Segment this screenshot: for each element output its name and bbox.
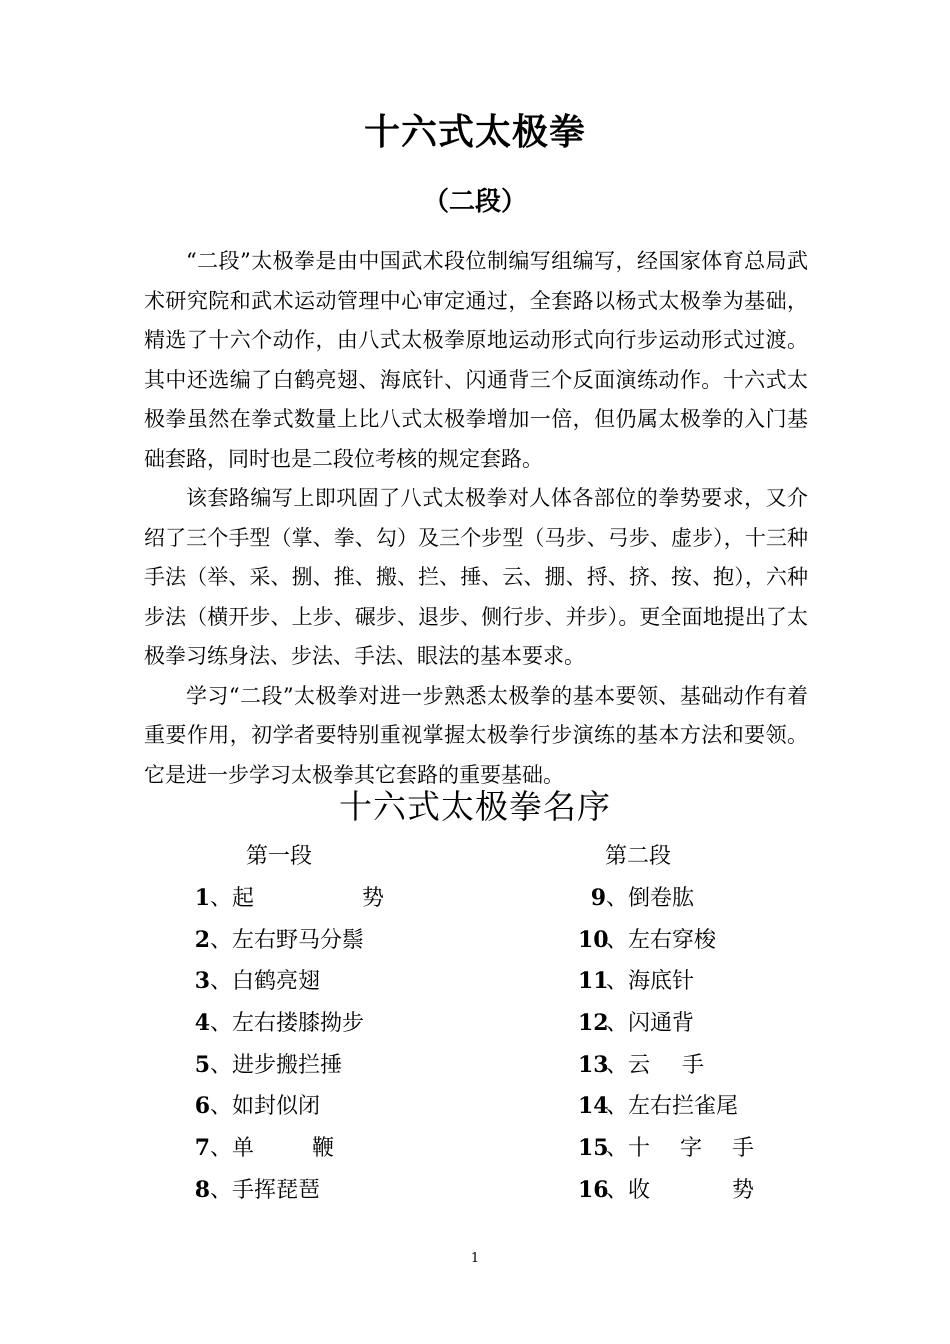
section-one-heading: 第一段	[246, 844, 313, 869]
item-name: 云 手	[628, 1052, 705, 1078]
item-number: 13	[578, 1051, 609, 1078]
item-separator: 、	[606, 1011, 629, 1037]
paragraph: “二段”太极拳是由中国武术段位制编写组编写，经国家体育总局武术研究院和武术运动管理中心审定通过，全套路以杨式太极拳为基础，精选了十六个动作，由八式太极拳原地运动形式向行步运动形式过渡。其中还选编了白鹤亮翅、海底针、闪通背三个反面演练动作。十六式太极拳虽然在拳式数量上比八式太极拳增加一倍，但仍属太极拳的入门基础套路，同时也是二段位考核的规定套路。	[144, 249, 808, 471]
item-number: 15	[578, 1135, 609, 1162]
item-separator: 、	[210, 1136, 233, 1162]
list-item	[578, 961, 754, 1003]
item-name: 左右野马分鬃	[232, 927, 365, 953]
document-title: 十六式太极拳	[363, 111, 586, 153]
item-separator: 、	[606, 1094, 629, 1120]
item-number: 10	[578, 926, 609, 953]
list-item	[193, 1045, 384, 1087]
list-item	[193, 1128, 384, 1170]
section-one-list	[193, 878, 384, 1212]
item-separator: 、	[606, 969, 629, 995]
section-two-list	[578, 878, 754, 1212]
item-separator: 、	[210, 1052, 233, 1078]
list-item	[193, 1086, 384, 1128]
item-number: 2	[194, 926, 210, 953]
item-number: 11	[578, 968, 609, 995]
item-separator: 、	[606, 1052, 629, 1078]
item-number: 14	[578, 1093, 609, 1120]
item-separator: 、	[210, 1011, 233, 1037]
item-name: 单 鞭	[232, 1136, 335, 1162]
item-number: 7	[194, 1135, 210, 1162]
item-number: 5	[194, 1051, 210, 1078]
list-item	[193, 1003, 384, 1045]
item-name: 收 势	[628, 1177, 755, 1203]
item-separator: 、	[210, 927, 233, 953]
item-separator: 、	[606, 886, 629, 911]
item-number: 16	[578, 1176, 609, 1203]
item-name: 十 字 手	[628, 1136, 755, 1162]
item-number: 9	[590, 885, 606, 911]
item-number: 4	[194, 1010, 210, 1037]
intro-text	[144, 242, 808, 795]
document-subtitle: （二段）	[422, 187, 527, 217]
item-number: 12	[578, 1010, 609, 1037]
list-item	[193, 1170, 384, 1212]
item-separator: 、	[606, 1136, 629, 1162]
item-name: 左右穿梭	[628, 927, 717, 953]
list-item	[193, 920, 384, 962]
item-number: 3	[194, 968, 210, 995]
item-name: 左右搂膝拗步	[232, 1011, 365, 1037]
list-item	[578, 1086, 754, 1128]
item-name: 如封似闭	[232, 1094, 321, 1120]
paragraph: 学习“二段”太极拳对进一步熟悉太极拳的基本要领、基础动作有着重要作用，初学者要特别重视掌握太极拳行步演练的基本方法和要领。它是进一步学习太极拳其它套路的重要基础。	[144, 683, 808, 787]
item-name: 白鹤亮翅	[232, 969, 321, 995]
list-item	[578, 1045, 754, 1087]
list-item	[578, 1003, 754, 1045]
item-name: 左右拦雀尾	[628, 1094, 739, 1120]
item-number: 1	[194, 885, 210, 911]
item-separator: 、	[210, 969, 233, 995]
item-name: 起 势	[232, 886, 385, 911]
item-number: 6	[194, 1093, 210, 1120]
section-two-heading: 第二段	[605, 844, 672, 869]
item-separator: 、	[606, 927, 629, 953]
form-list-title: 十六式太极拳名序	[339, 787, 611, 826]
list-item	[578, 1170, 754, 1212]
item-name: 闪通背	[628, 1011, 695, 1037]
paragraph: 该套路编写上即巩固了八式太极拳对人体各部位的拳势要求，又介绍了三个手型（掌、拳、勾）及三个步型（马步、弓步、虚步），十三种手法（举、采、捌、推、搬、拦、捶、云、掤、捋、挤、按、抱），六种步法（横开步、上步、碾步、退步、侧行步、并步）。更全面地提出了太极拳习练身法、步法、手法、眼法的基本要求。	[144, 486, 808, 668]
item-separator: 、	[606, 1177, 629, 1203]
list-item	[193, 961, 384, 1003]
item-number: 8	[194, 1176, 210, 1203]
list-item	[193, 878, 384, 920]
item-separator: 、	[210, 1094, 233, 1120]
item-name: 进步搬拦捶	[232, 1052, 343, 1078]
item-name: 倒卷肱	[628, 886, 695, 911]
item-separator: 、	[210, 886, 233, 911]
item-separator: 、	[210, 1177, 233, 1203]
list-item	[578, 920, 754, 962]
list-item	[578, 1128, 754, 1170]
page-number: 1	[470, 1251, 480, 1266]
item-name: 手挥琵琶	[232, 1177, 321, 1203]
item-name: 海底针	[628, 969, 695, 995]
list-item	[578, 878, 754, 920]
